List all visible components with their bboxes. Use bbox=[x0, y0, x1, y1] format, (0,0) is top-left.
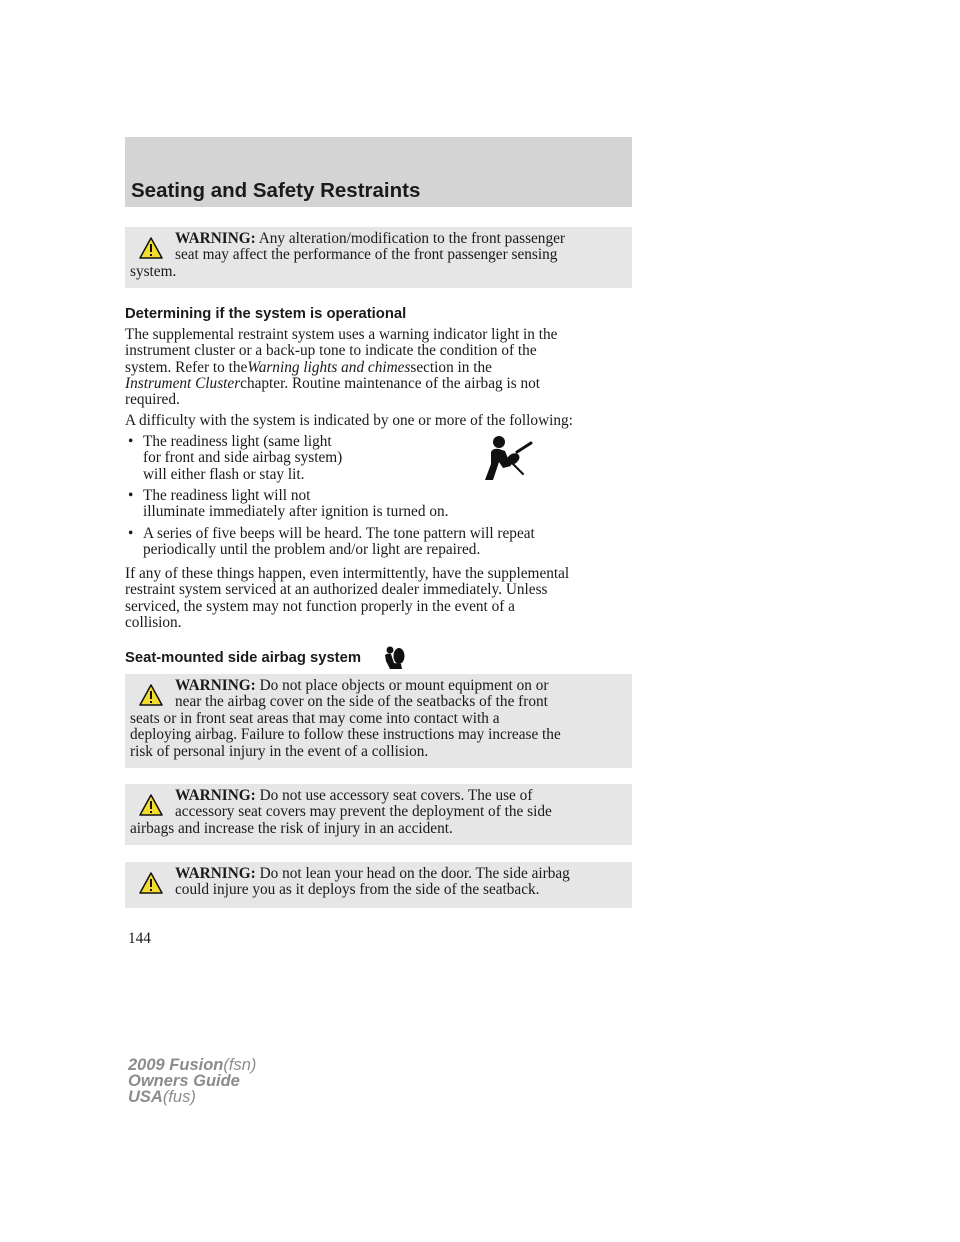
warning-box-head-on-door bbox=[125, 862, 632, 908]
warning-triangle-icon bbox=[139, 872, 163, 894]
warning-triangle-icon bbox=[139, 237, 163, 259]
warning-text: seats or in front seat areas that may come into contact with a bbox=[130, 709, 500, 727]
bullet: • bbox=[128, 433, 134, 450]
warning-label: WARNING: bbox=[175, 865, 256, 882]
warning-box-seat-covers bbox=[125, 784, 632, 845]
warning-text: Any alteration/modification to the front passenger bbox=[258, 230, 565, 247]
seat-side-airbag-icon bbox=[381, 645, 407, 671]
warning-triangle-icon bbox=[139, 794, 163, 816]
warning-text: risk of personal injury in the event of a collision. bbox=[130, 742, 429, 760]
list-item: • The readiness light will not illuminate immediately after ignition is turned on. bbox=[128, 487, 449, 521]
bullet: • bbox=[128, 525, 134, 542]
paragraph-difficulty-intro: A difficulty with the system is indicated by one or more of the following: bbox=[125, 412, 573, 429]
warning-text: Do not lean your head on the door. The side airbag bbox=[259, 865, 570, 882]
warning-text: Do not use accessory seat covers. The use of bbox=[259, 787, 533, 804]
warning-text: accessory seat covers may prevent the deployment of the side bbox=[175, 803, 552, 821]
warning-label: WARNING: bbox=[175, 677, 256, 694]
heading-side-airbag: Seat-mounted side airbag system bbox=[125, 650, 361, 666]
warning-box-passenger-seat bbox=[125, 227, 632, 288]
warning-text: airbags and increase the risk of injury in an accident. bbox=[130, 819, 453, 837]
warning-box-airbag-cover bbox=[125, 674, 632, 768]
warning-text: Do not place objects or mount equipment on or bbox=[259, 677, 549, 694]
reference-warning-lights: Warning lights and chimes bbox=[247, 358, 411, 376]
list-item: • The readiness light (same light for front and side airbag system) will either flash or stay lit. bbox=[128, 433, 343, 483]
footer-market: USA bbox=[128, 1088, 163, 1106]
heading-system-operational: Determining if the system is operational bbox=[125, 306, 407, 322]
bullet: • bbox=[128, 487, 134, 504]
warning-text: could injure you as it deploys from the side of the seatback. bbox=[175, 881, 540, 899]
list-item: • A series of five beeps will be heard. The tone pattern will repeat periodically until the problem and/or light are repaired. bbox=[128, 525, 535, 559]
document-footer bbox=[128, 1057, 256, 1105]
page-number: 144 bbox=[128, 930, 151, 947]
airbag-readiness-icon bbox=[483, 434, 533, 484]
warning-text: near the airbag cover on the side of the seatbacks of the front bbox=[175, 693, 548, 711]
footer-market-code: (fus) bbox=[162, 1088, 196, 1106]
footer-model: 2009 Fusion bbox=[128, 1056, 224, 1074]
section-header bbox=[125, 137, 632, 207]
footer-guide: Owners Guide bbox=[128, 1072, 240, 1090]
warning-text: system. bbox=[130, 262, 177, 280]
warning-label: WARNING: bbox=[175, 230, 256, 247]
section-title: Seating and Safety Restraints bbox=[131, 179, 421, 202]
warning-text: deploying airbag. Failure to follow these instructions may increase the bbox=[130, 726, 561, 744]
reference-instrument-cluster: Instrument Cluster bbox=[125, 374, 241, 392]
paragraph-service-advice: If any of these things happen, even intermittently, have the supplemental restraint system serviced at an authorized dealer immediately. Unless serviced, the system may not function properly in the event of a collision. bbox=[125, 565, 570, 631]
warning-text: seat may affect the performance of the front passenger sensing bbox=[175, 246, 558, 264]
warning-triangle-icon bbox=[139, 684, 163, 706]
footer-model-code: (fsn) bbox=[223, 1056, 257, 1074]
paragraph-system-description: The supplemental restraint system uses a warning indicator light in the instrument cluster or a back-up tone to indicate the condition of the system. Refer to theWarning lights and chimessection in the Instrument Clusterchapter. Routine maintenance of the airbag is not required. bbox=[125, 326, 558, 409]
warning-label: WARNING: bbox=[175, 787, 256, 804]
